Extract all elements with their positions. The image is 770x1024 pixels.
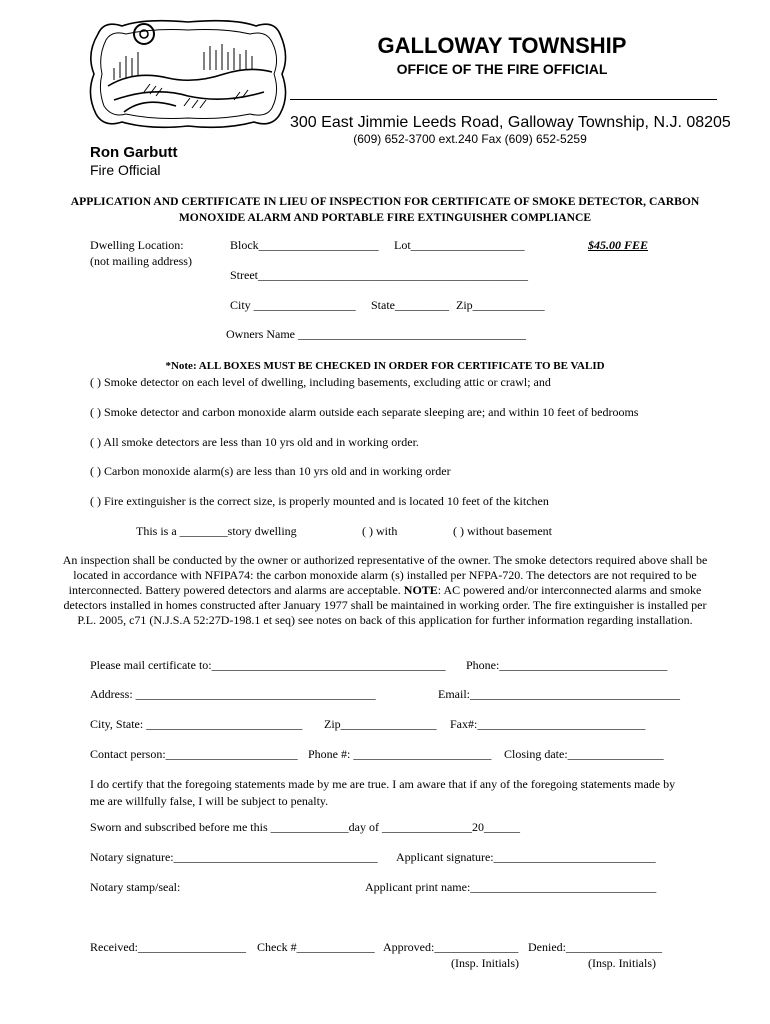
contact-person-field[interactable]: Contact person:______________________ bbox=[90, 747, 298, 761]
mail-to-field[interactable]: Please mail certificate to:_______________________________________ bbox=[90, 658, 446, 672]
basement-with-checkbox[interactable]: ( ) with bbox=[362, 524, 398, 538]
check-co-age[interactable]: ( ) Carbon monoxide alarm(s) are less than 10 yrs old and in working order bbox=[90, 464, 451, 478]
check-number-field[interactable]: Check #_____________ bbox=[257, 940, 375, 954]
township-logo bbox=[84, 16, 292, 132]
check-smoke-co-sleeping[interactable]: ( ) Smoke detector and carbon monoxide alarm outside each separate sleeping are; and within 10 feet of bedrooms bbox=[90, 405, 639, 419]
approved-field[interactable]: Approved:______________ bbox=[383, 940, 519, 954]
dwelling-location-sublabel: (not mailing address) bbox=[90, 254, 192, 268]
zip-field[interactable]: Zip____________ bbox=[456, 298, 545, 312]
contact-phone-field[interactable]: Phone #: _______________________ bbox=[308, 747, 492, 761]
mail-address-field[interactable]: Address: ________________________________________ bbox=[90, 687, 376, 701]
approved-initials-label: (Insp. Initials) bbox=[451, 956, 519, 970]
state-field[interactable]: State_________ bbox=[371, 298, 449, 312]
office-address: 300 East Jimmie Leeds Road, Galloway Township, N.J. 08205 bbox=[290, 114, 731, 131]
mail-zip-field[interactable]: Zip________________ bbox=[324, 717, 437, 731]
owners-name-field[interactable]: Owners Name ______________________________________ bbox=[226, 327, 526, 341]
dwelling-location-label: Dwelling Location: bbox=[90, 238, 184, 252]
inspection-paragraph: An inspection shall be conducted by the owner or authorized representative of the owner. The smoke detectors required above shall be located in accordance with NFIPA74: the carbon monoxide alarm (s) installed per NFPA-720. The detectors are not required to be interconnected. Battery powered detectors and alarms are acceptable. NOTE: AC powered and/or interconnected alarms and smoke detectors installed in homes constructed after January 1977 shall be maintained in working order. The fire extinguisher is installed per P.L. 2005, c71 (N.J.S.A 52:27D-198.1 et seq) see notes on back of this application for further information regarding installation. bbox=[62, 553, 708, 628]
checkbox-note: *Note: ALL BOXES MUST BE CHECKED IN ORDER FOR CERTIFICATE TO BE VALID bbox=[165, 360, 605, 372]
city-field[interactable]: City _________________ bbox=[230, 298, 356, 312]
note-word: NOTE bbox=[403, 583, 438, 598]
phone-field[interactable]: Phone:____________________________ bbox=[466, 658, 668, 672]
office-subtitle: OFFICE OF THE FIRE OFFICIAL bbox=[396, 61, 608, 77]
lot-field[interactable]: Lot___________________ bbox=[394, 238, 525, 252]
fee-label: $45.00 FEE bbox=[588, 238, 649, 252]
check-smoke-each-level[interactable]: ( ) Smoke detector on each level of dwelling, including basements, excluding attic or crawl; and bbox=[90, 375, 551, 389]
street-field[interactable]: Street_____________________________________________ bbox=[230, 268, 528, 282]
sworn-date-field[interactable]: Sworn and subscribed before me this _____________day of _______________20______ bbox=[90, 820, 520, 834]
story-count-field[interactable]: This is a ________story dwelling bbox=[136, 524, 297, 538]
received-field[interactable]: Received:__________________ bbox=[90, 940, 246, 954]
check-smoke-age[interactable]: ( ) All smoke detectors are less than 10 yrs old and in working order. bbox=[90, 435, 419, 449]
township-title: GALLOWAY TOWNSHIP bbox=[377, 33, 627, 58]
denied-initials-label: (Insp. Initials) bbox=[588, 956, 656, 970]
check-extinguisher[interactable]: ( ) Fire extinguisher is the correct size, is properly mounted and is located 10 feet of the kitchen bbox=[90, 494, 549, 508]
official-title: Fire Official bbox=[90, 162, 161, 178]
applicant-print-name-field[interactable]: Applicant print name:_______________________________ bbox=[365, 880, 657, 894]
notary-seal-label: Notary stamp/seal: bbox=[90, 880, 181, 894]
form-title: APPLICATION AND CERTIFICATE IN LIEU OF INSPECTION FOR CERTIFICATE OF SMOKE DETECTOR, CARBON MONOXIDE ALARM AND PORTABLE FIRE EXTINGUISHER COMPLIANCE bbox=[70, 195, 700, 224]
applicant-signature-field[interactable]: Applicant signature:___________________________ bbox=[396, 850, 656, 864]
city-state-field[interactable]: City, State: __________________________ bbox=[90, 717, 303, 731]
official-name: Ron Garbutt bbox=[90, 144, 178, 161]
fax-field[interactable]: Fax#:____________________________ bbox=[450, 717, 646, 731]
email-field[interactable]: Email:___________________________________ bbox=[438, 687, 680, 701]
office-phone: (609) 652-3700 ext.240 Fax (609) 652-5259 bbox=[353, 132, 587, 146]
certification-statement: I do certify that the foregoing statements made by me are true. I am aware that if any of the foregoing statements made by me are willfully false, I will be subject to penalty. bbox=[90, 777, 676, 808]
basement-without-checkbox[interactable]: ( ) without basement bbox=[453, 524, 552, 538]
denied-field[interactable]: Denied:________________ bbox=[528, 940, 662, 954]
header-divider bbox=[290, 99, 717, 100]
notary-signature-field[interactable]: Notary signature:__________________________________ bbox=[90, 850, 378, 864]
block-field[interactable]: Block____________________ bbox=[230, 238, 379, 252]
closing-date-field[interactable]: Closing date:________________ bbox=[504, 747, 664, 761]
